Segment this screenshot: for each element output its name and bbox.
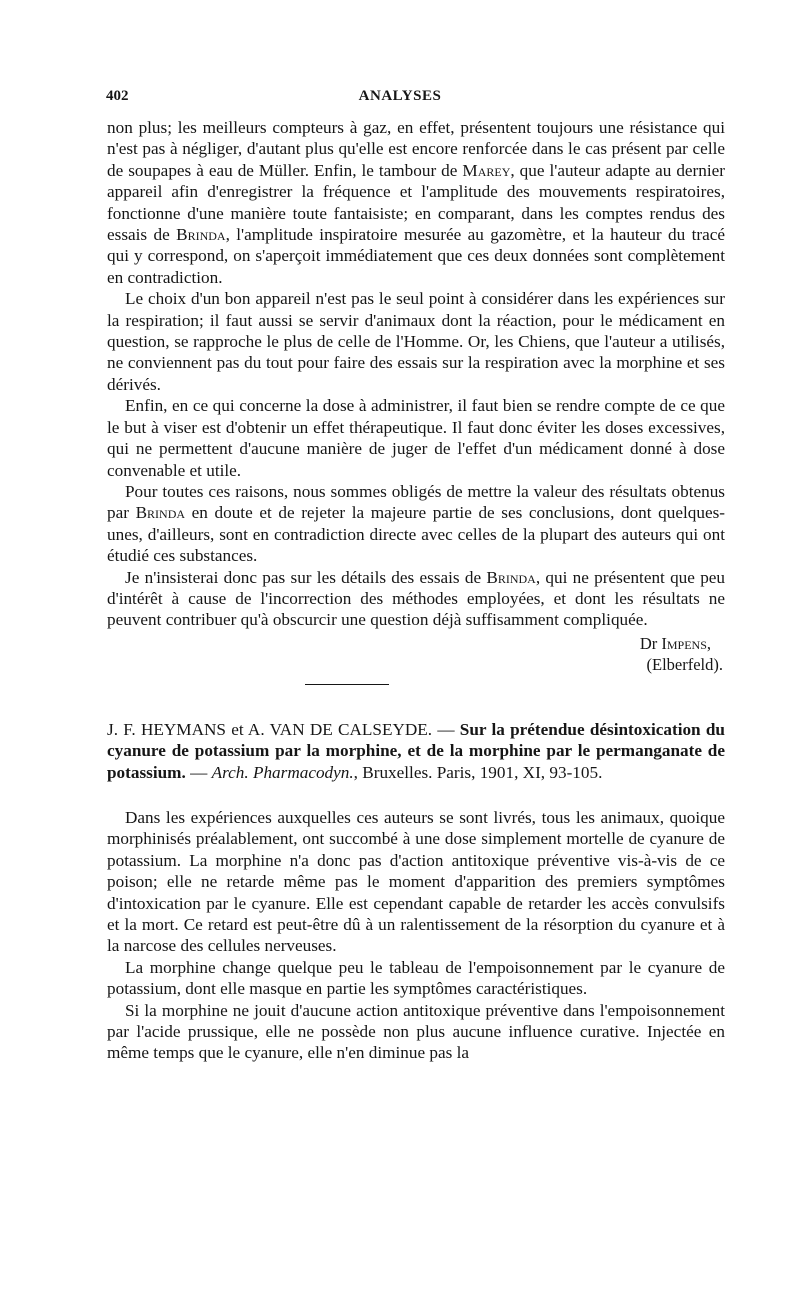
text-run: en doute et de rejeter la majeure partie de ses conclusions, dont quelques-unes, d'ailleurs, sont en contradiction directe avec celles de la plupart des auteurs qui ont étudié ces substances.	[107, 503, 725, 566]
citation-authors: J. F. HEYMANS et A. VAN DE CALSEYDE. —	[107, 719, 460, 739]
reviewer-title: Dr	[639, 633, 658, 653]
review-heymans	[107, 719, 725, 1064]
review-text	[107, 807, 725, 1064]
citation-dash: —	[185, 762, 212, 782]
reviewer-affiliation: (Elberfeld).	[646, 654, 723, 674]
paragraph: La morphine change quelque peu le tableau de l'empoisonnement par le cyanure de potassium, dont elle masque en partie les symptômes caractéristiques.	[107, 957, 725, 999]
paragraph	[107, 481, 725, 567]
reviewer-signature	[107, 633, 723, 675]
text-run: , qui ne présentent que peu d'intérêt à cause de l'incorrection des méthodes employées, et dont les résultats ne peuvent contribuer qu'à obscurcir une question déjà suffisamment compliquée.	[107, 567, 726, 630]
paragraph	[107, 567, 725, 631]
paragraph	[107, 117, 725, 288]
citation-details: , Bruxelles. Paris, 1901, XI, 93-105.	[353, 762, 603, 782]
author-name: Marey	[462, 160, 511, 180]
section-divider	[305, 684, 389, 685]
paragraph: Dans les expériences auxquelles ces auteurs se sont livrés, tous les animaux, quoique morphinisés préalablement, ont succombé à une dose simplement mortelle de cyanure de potassium. La morphine n'a donc pas d'action antitoxique préventive vis-à-vis de ce poison; elle ne retarde même pas le moment d'apparition des premiers symptômes d'intoxication par le cyanure. Elle est cependant capable de retarder les accès convulsifs et la mort. Ce retard est peut-être dû à un ralentissement de la résorption du cyanure et à la narcose des cellules nerveuses.	[107, 807, 725, 956]
review-brinda	[107, 117, 725, 685]
reviewer-surname: Impens	[661, 633, 707, 653]
running-title: ANALYSES	[358, 88, 442, 104]
text-run: non plus; les meilleurs compteurs à gaz, en effet, présentent toujours une résistance qui n'est pas à négliger, d'autant plus qu'elle est encore renforcée dans le cas présent par celle de soupapes à eau de Müller. Enfin, le tambour de	[107, 118, 725, 180]
author-name: Brinda	[135, 503, 186, 523]
page-number: 402	[106, 88, 129, 104]
author-name: Brinda	[486, 567, 536, 587]
text-run: , que l'auteur adapte au dernier appareil afin d'enregistrer la fréquence et l'amplitude des mouvements respiratoires, fonctionne d'une manière toute fantaisiste; en comparant, dans les comptes rendus des essais de	[107, 160, 726, 245]
reviewer-punct: ,	[706, 633, 711, 653]
citation-journal: Arch. Pharmacodyn.	[211, 762, 354, 782]
text-run: Pour toutes ces raisons, nous sommes obligés de mettre la valeur des résultats obtenus par	[107, 481, 725, 523]
author-name: Brinda	[176, 225, 226, 245]
citation-title: Sur la prétendue désintoxication du cyanure de potassium par la morphine, et de la morphine par le permanganate de potassium.	[107, 719, 725, 782]
paragraph: Enfin, en ce qui concerne la dose à administrer, il faut bien se rendre compte de ce que le but à viser est d'obtenir un effet thérapeutique. Il faut donc éviter les doses excessives, qui ne permettent d'aucune manière de juger de l'effet d'un médicament donné à dose convenable et utile.	[107, 396, 725, 480]
text-run: Je n'insisterai donc pas sur les détails des essais de	[125, 567, 487, 587]
paragraph: Le choix d'un bon appareil n'est pas le seul point à considérer dans les expériences sur la respiration; il faut aussi se servir d'animaux dont la réaction, pour le médicament en question, se rapproche le plus de celle de l'Homme. Or, les Chiens, que l'auteur a utilisés, ne conviennent pas du tout pour faire des essais sur la respiration avec la morphine et ses dérivés.	[107, 289, 725, 394]
running-header	[0, 88, 800, 110]
text-run: , l'amplitude inspiratoire mesurée au gazomètre, et la hauteur du tracé qui y correspond, on s'aperçoit immédiatement que ces deux données sont complètement en contradiction.	[107, 225, 725, 287]
citation	[107, 719, 725, 783]
paragraph: Si la morphine ne jouit d'aucune action antitoxique préventive dans l'empoisonnement par l'acide prussique, elle ne possède non plus aucune influence curative. Injectée en même temps que le cyanure, elle n'en diminue pas la	[107, 1000, 725, 1063]
page-body	[107, 117, 725, 1064]
reviewer-name	[107, 633, 711, 654]
